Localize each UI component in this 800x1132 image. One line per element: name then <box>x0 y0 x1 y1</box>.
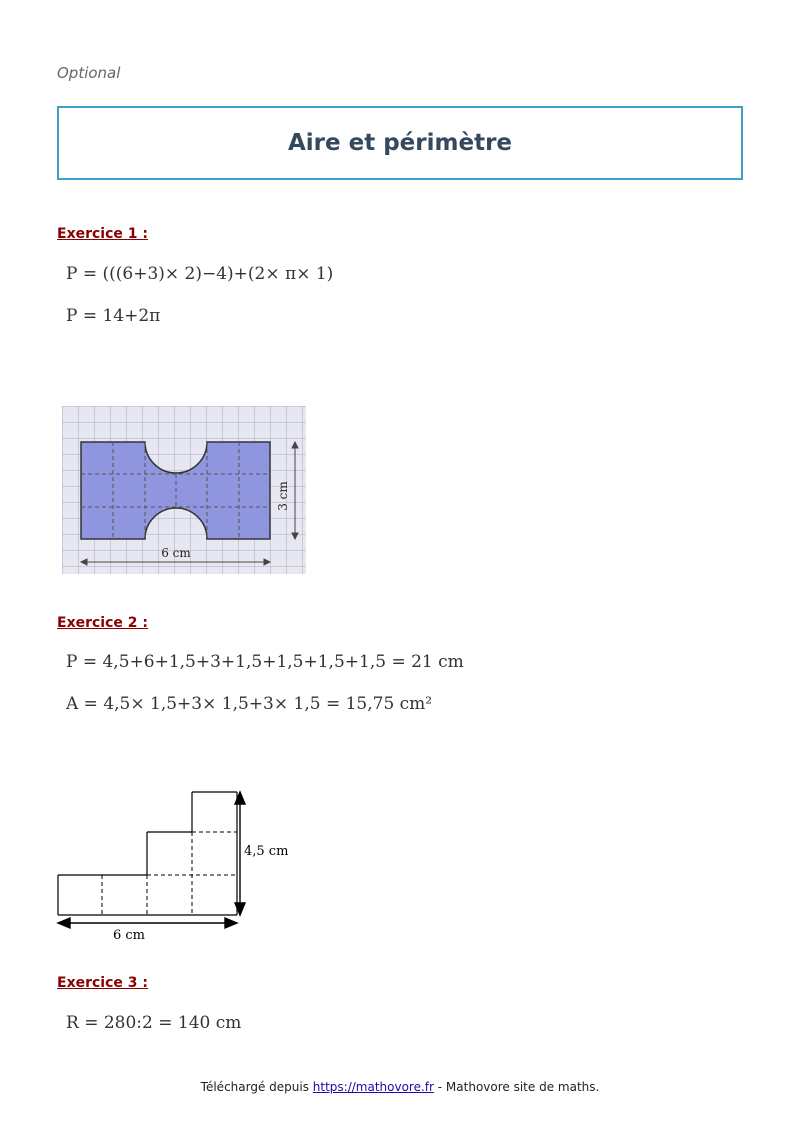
optional-label: Optional <box>57 64 121 82</box>
footer-suffix: - Mathovore site de maths. <box>433 1080 600 1094</box>
exercise-1-formula-1: P = (((6+3)× 2)−4)+(2× π× 1) <box>66 264 334 284</box>
exercise-1-figure <box>62 406 306 574</box>
figure-1-width-label: 6 cm <box>161 546 191 560</box>
exercise-1-heading: Exercice 1 : <box>57 226 148 242</box>
exercise-1-formula-2: P = 14+2π <box>66 306 161 326</box>
exercise-2-formula-1: P = 4,5+6+1,5+3+1,5+1,5+1,5+1,5 = 21 cm <box>66 652 464 672</box>
exercise-2-formula-2: A = 4,5× 1,5+3× 1,5+3× 1,5 = 15,75 cm² <box>66 694 433 714</box>
exercise-3-formula-1: R = 280:2 = 140 cm <box>66 1013 242 1033</box>
figure-1-height-label: 3 cm <box>276 481 290 511</box>
exercise-2-heading: Exercice 2 : <box>57 615 148 631</box>
footer-prefix: Téléchargé depuis <box>200 1080 313 1094</box>
footer-link[interactable]: https://mathovore.fr <box>312 1080 434 1094</box>
figure-2-width-label: 6 cm <box>112 928 146 943</box>
exercise-2-figure <box>50 785 300 945</box>
figure-2-height-label: 4,5 cm <box>244 844 289 859</box>
footer <box>0 1080 800 1094</box>
exercise-3-heading: Exercice 3 : <box>57 975 148 991</box>
page-title: Aire et périmètre <box>287 130 513 156</box>
title-box <box>57 106 743 180</box>
